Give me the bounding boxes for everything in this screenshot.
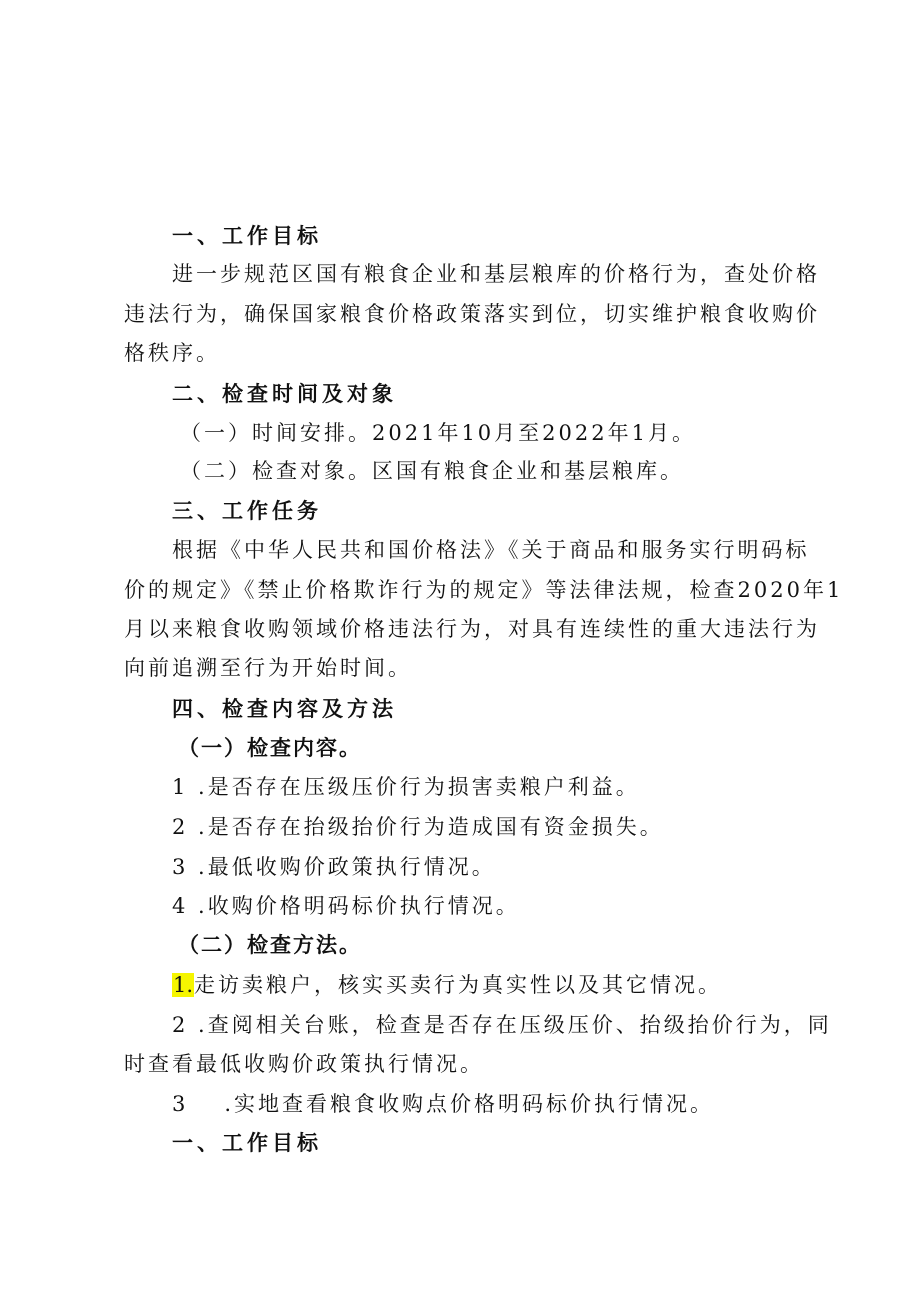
paragraph-line: 格秩序。 — [124, 341, 220, 365]
paragraph-line: 月以来粮食收购领域价格违法行为，对具有连续性的重大违法行为 — [124, 617, 820, 641]
subsection-methods: （二）检查方法。 — [178, 933, 362, 957]
paragraph-line: 根据《中华人民共和国价格法》《关于商品和服务实行明码标 — [172, 538, 810, 562]
heading-work-goals-repeat: 一、工作目标 — [172, 1131, 322, 1155]
heading-work-goals: 一、工作目标 — [172, 224, 322, 248]
highlighted-number: 1. — [173, 973, 194, 997]
list-item: 2 .是否存在抬级抬价行为造成国有资金损失。 — [172, 815, 664, 839]
subsection-content: （一）检查内容。 — [178, 736, 362, 760]
list-item-continuation: 时查看最低收购价政策执行情况。 — [124, 1052, 484, 1076]
paragraph-line: 向前追溯至行为开始时间。 — [124, 656, 412, 680]
list-item: 1 .是否存在压级压价行为损害卖粮户利益。 — [172, 775, 640, 799]
list-item-number: 3 — [172, 1092, 189, 1116]
heading-tasks: 三、工作任务 — [172, 499, 322, 523]
heading-content-and-methods: 四、检查内容及方法 — [172, 697, 397, 721]
list-item-text: .实地查看粮食收购点价格明码标价执行情况。 — [224, 1092, 715, 1116]
list-item — [172, 1089, 714, 1119]
paragraph-line: 价的规定》《禁止价格欺诈行为的规定》等法律法规，检查2020年1 — [124, 578, 844, 602]
list-item — [172, 970, 722, 1000]
paragraph-line: 违法行为，确保国家粮食价格政策落实到位，切实维护粮食收购价 — [124, 302, 820, 326]
heading-time-and-targets: 二、检查时间及对象 — [172, 382, 397, 406]
paragraph-line: 进一步规范区国有粮食企业和基层粮库的价格行为，查处价格 — [172, 262, 820, 286]
list-item-text: 走访卖粮户，核实买卖行为真实性以及其它情况。 — [194, 973, 723, 997]
subsection-time: （一）时间安排。2021年10月至2022年1月。 — [180, 421, 696, 445]
list-item: 3 .最低收购价政策执行情况。 — [172, 855, 496, 879]
subsection-targets: （二）检查对象。区国有粮食企业和基层粮库。 — [180, 459, 684, 483]
list-item: 2 .查阅相关台账，检查是否存在压级压价、抬级抬价行为，同 — [172, 1013, 832, 1037]
list-item: 4 .收购价格明码标价执行情况。 — [172, 894, 520, 918]
